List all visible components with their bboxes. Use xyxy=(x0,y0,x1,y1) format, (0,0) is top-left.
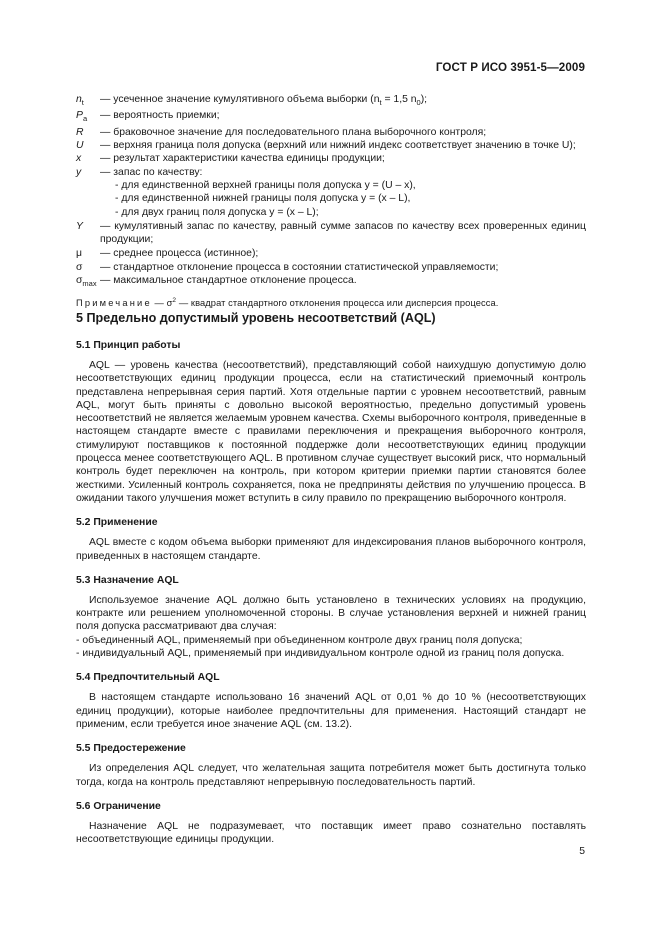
definition-u: U — верхняя граница поля допуска (верхний или нижний индекс соответствует значению в точке U); xyxy=(76,140,576,152)
section-5-1-para: AQL — уровень качества (несоответствий), представляющий собой наихудшую допустимую долю несоответствующих единиц продукции процесса, если на статистический приемочный контроль представлена непрерывная серия партий. Хотя отдельные партии с уровнем несоответствий, равным AQL, могут быть приняты с довольно высокой вероятностью, предельно допустимый уровень несоответствий не является желаемым уровнем качества. Схемы выборочного контроля, приведенные в настоящем стандарте вместе с правилами переключения и прекращения выборочного контроля, стимулируют поставщиков к постоянной поддержке доли несоответствующих единиц продукции процесса менее соответствующего AQL. В противном случае существует высокий риск, что нормальный контроль будет переключен на контроль, при котором критерии приемки партии становятся более жесткими. Усиленный контроль сохраняется, пока не предприняты действия по улучшению процесса. В ожидании такого улучшения может вступить в силу правило по прекращению выборочного контроля. xyxy=(76,360,586,504)
section-5-title: 5 Предельно допустимый уровень несоответствий (AQL) xyxy=(76,311,436,325)
section-5-5-para: Из определения AQL следует, что желательная защита потребителя может быть достигнута только тогда, когда на контроль представляют непрерывную последовательность партий. xyxy=(76,763,586,788)
section-5-3-item-combined: - объединенный AQL, применяемый при объединенном контроле двух границ поля допуска; xyxy=(76,634,523,646)
note: Примечание — $\sigma^2$ — квадрат стандартного отклонения процесса или дисперсия процесса. xyxy=(76,297,499,309)
section-5-3-para: Используемое значение AQL должно быть установлено в технических условиях на продукцию, контракте или решением уполномоченной стороны. В случае установления верхней и нижней границ поля допуска рассматривают два случая: xyxy=(76,594,586,633)
section-5 xyxy=(76,311,586,846)
definition-mu: μ — среднее процесса (истинное); xyxy=(76,248,259,260)
section-5-6-title: 5.6 Ограничение xyxy=(76,800,161,812)
definition-sigma: σ — стандартное отклонение процесса в состоянии статистической управляемости; xyxy=(76,261,499,273)
section-5-4-para: В настоящем стандарте использовано 16 значений AQL от 0,01 % до 10 % (несоответствующих единиц продукции), которые наиболее предпочтительны для применения. Настоящий стандарт не применим, если требуется иное значение AQL (см. 13.2). xyxy=(76,692,586,730)
definition-y: y — запас по качеству: xyxy=(76,166,203,178)
section-5-2-para: AQL вместе с кодом объема выборки применяют для индексирования планов выборочного контроля, приведенных в настоящем стандарте. xyxy=(76,537,586,562)
document-header: ГОСТ Р ИСО 3951-5—2009 xyxy=(435,61,585,74)
y-subitem-upper: - для единственной верхней границы поля допуска y = (U – x), xyxy=(115,179,416,191)
section-5-3-item-individual: - индивидуальный AQL, применяемый при индивидуальном контроле одной из границ поля допуска. xyxy=(76,648,565,660)
definition-pa: $P_a$ — вероятность приемки; xyxy=(76,110,220,124)
y-subitem-lower: - для единственной нижней границы поля допуска y = (x – L), xyxy=(115,193,411,205)
section-5-6-para: Назначение AQL не подразумевает, что поставщик имеет право сознательно поставлять несоответствующие единицы продукции. xyxy=(76,820,586,846)
definition-x: x — результат характеристики качества единицы продукции; xyxy=(76,153,385,165)
note-label: Примечание xyxy=(76,298,152,309)
definition-sigma-max: $\sigma_{max}$ — максимальное стандартное отклонение процесса. xyxy=(76,275,357,289)
section-5-2-title: 5.2 Применение xyxy=(76,517,158,529)
definition-cap-y: Y — кумулятивный запас по качеству, равный сумме запасов по качеству всех проверенных единиц продукции; xyxy=(76,220,586,246)
page-number: 5 xyxy=(579,846,585,857)
section-5-1-title: 5.1 Принцип работы xyxy=(76,340,181,351)
y-subitem-both: - для двух границ поля допуска y = (x – L); xyxy=(115,206,319,218)
symbols-list xyxy=(76,93,586,311)
section-5-5-title: 5.5 Предостережение xyxy=(76,743,186,755)
section-5-3-title: 5.3 Назначение AQL xyxy=(76,574,179,586)
definition-r: R — браковочное значение для последовательного плана выборочного контроля; xyxy=(76,126,487,138)
section-5-4-title: 5.4 Предпочтительный AQL xyxy=(76,672,220,684)
definition-nt: $n_t$ — усеченное значение кумулятивного объема выборки ($n_t = 1,5$ $n_0$); xyxy=(76,94,428,108)
